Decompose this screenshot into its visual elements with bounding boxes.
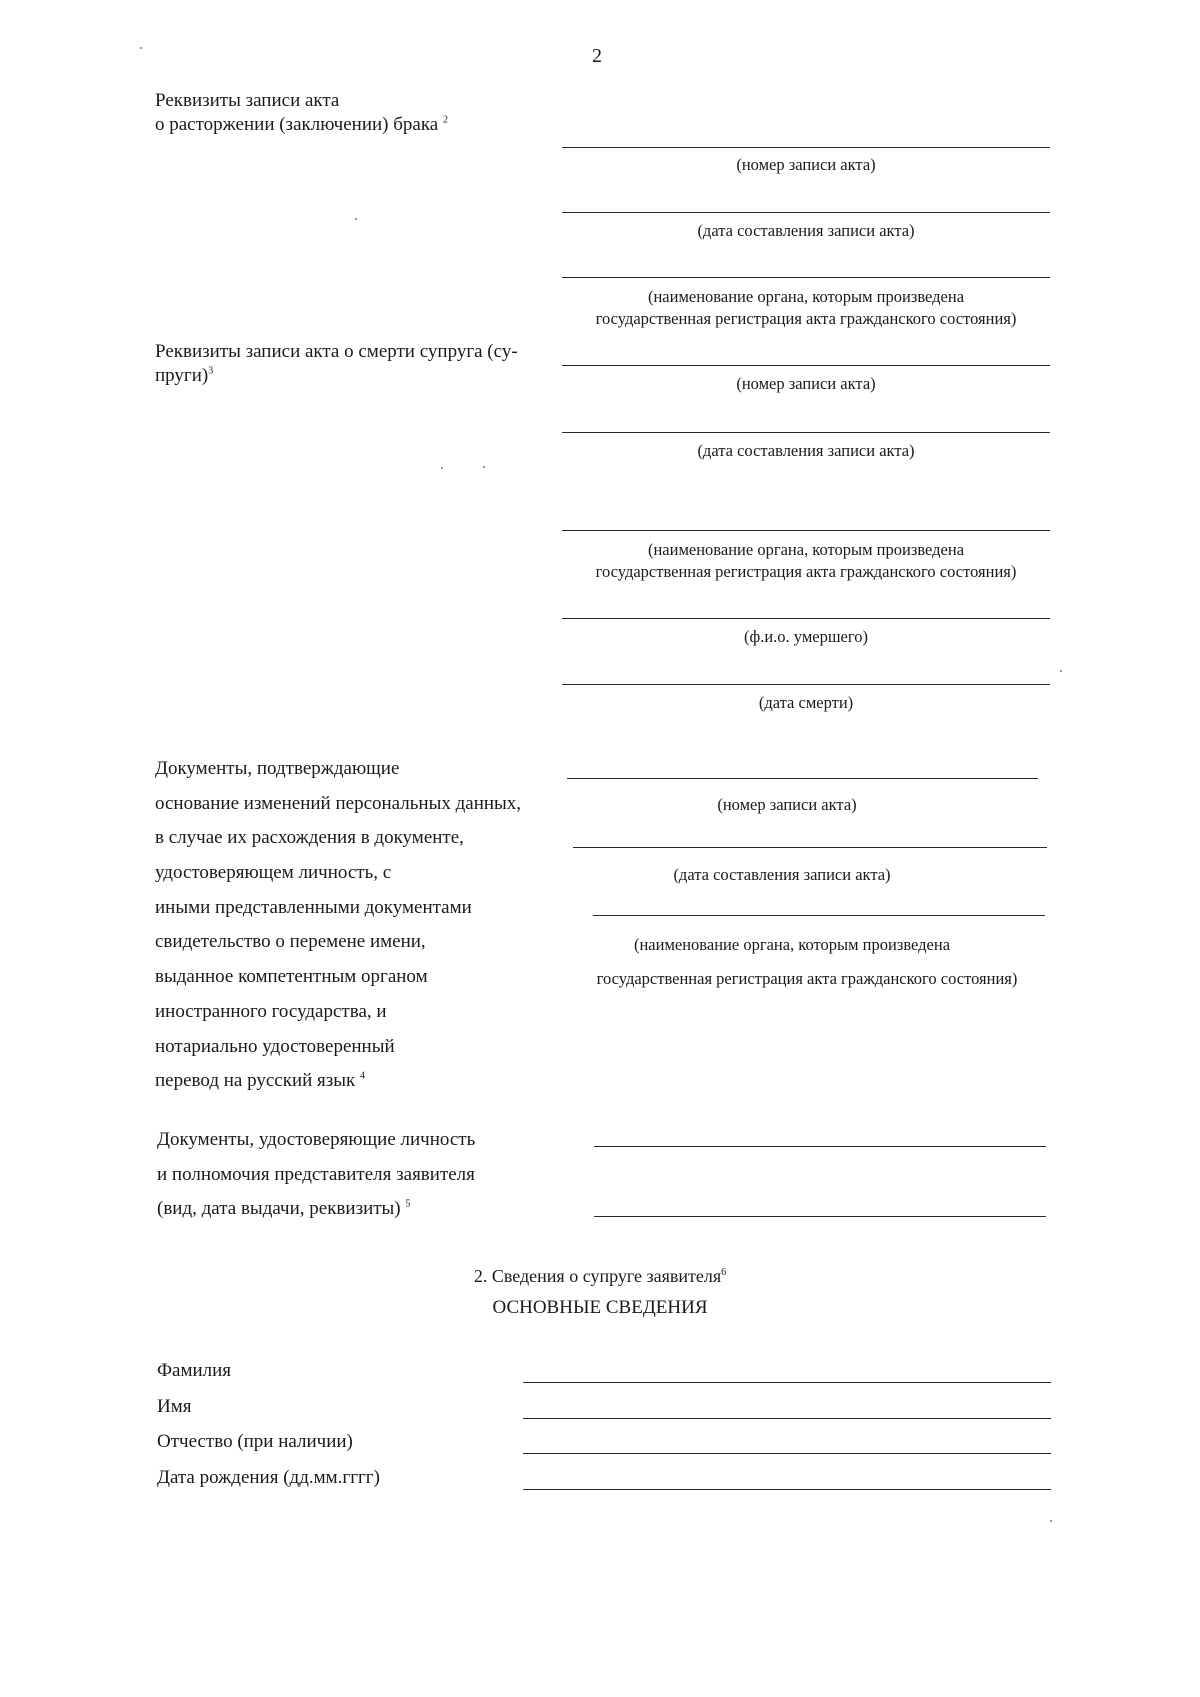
change-documents-line-7: выданное компетентным органом [155, 966, 428, 988]
change-documents-line-9: нотариально удостоверенный [155, 1035, 395, 1057]
surname-label: Фамилия [157, 1360, 232, 1381]
birth-date-label: Дата рождения (дд.мм.гггг) [157, 1467, 380, 1489]
scan-speck [441, 467, 443, 469]
first-name-input-line[interactable] [523, 1418, 1051, 1419]
representative-documents-line-3-text: (вид, дата выдачи, реквизиты) [157, 1198, 401, 1220]
footnote-ref-2: 2 [442, 114, 448, 126]
section-2-heading [0, 1264, 1200, 1288]
change-documents-line-6: свидетельство о перемене имени, [155, 931, 426, 953]
deceased-name-caption: (ф.и.о. умершего) [744, 627, 868, 646]
page-number: 2 [592, 45, 602, 67]
change-documents-line-4: удостоверяющем личность, с [155, 862, 392, 884]
divorce-record-number-line[interactable] [562, 147, 1050, 148]
section-2-heading-text: 2. Сведения о супруге заявителя [473, 1266, 722, 1286]
scan-speck [483, 466, 485, 468]
divorce-record-number-caption: (номер записи акта) [736, 155, 876, 174]
patronymic-label: Отчество (при наличии) [157, 1431, 353, 1453]
death-record-authority-line[interactable] [562, 530, 1050, 531]
divorce-record-label-line2 [155, 113, 448, 137]
change-documents-line-3: в случае их расхождения в документе, [155, 827, 464, 849]
scan-speck [1060, 670, 1062, 672]
representative-documents-line-2: и полномочия представителя заявителя [157, 1163, 475, 1185]
change-documents-line-8: иностранного государства, и [155, 1000, 387, 1022]
footnote-ref-3: 3 [208, 365, 214, 377]
footnote-ref-6: 6 [721, 1267, 727, 1278]
change-doc-number-line[interactable] [567, 778, 1038, 779]
representative-documents-line-1: Документы, удостоверяющие личность [157, 1129, 476, 1150]
death-record-number-line[interactable] [562, 365, 1050, 366]
death-record-date-line[interactable] [562, 432, 1050, 433]
scan-speck [140, 47, 142, 49]
death-record-label-text: пруги) [155, 365, 209, 386]
divorce-record-authority-caption-2: государственная регистрация акта гражданского состояния) [595, 309, 1017, 328]
divorce-record-date-caption: (дата составления записи акта) [697, 221, 915, 240]
divorce-record-label [155, 89, 448, 137]
divorce-record-authority-line[interactable] [562, 277, 1050, 278]
death-record-label-line1: Реквизиты записи акта о смерти супруга (су- [155, 341, 518, 362]
change-doc-number-caption: (номер записи акта) [717, 795, 857, 814]
change-doc-date-caption: (дата составления записи акта) [673, 865, 891, 884]
representative-documents-label [157, 1123, 475, 1227]
change-documents-line-2: основание изменений персональных данных, [155, 792, 522, 814]
death-record-label-line2 [155, 364, 518, 388]
surname-input-line[interactable] [523, 1382, 1051, 1383]
change-doc-authority-caption-1: (наименование органа, которым произведена [633, 935, 951, 954]
footnote-ref-5: 5 [405, 1199, 411, 1211]
death-record-authority-caption-2: государственная регистрация акта гражданского состояния) [595, 562, 1017, 581]
first-name-label: Имя [157, 1395, 192, 1417]
patronymic-input-line[interactable] [523, 1453, 1051, 1454]
death-record-number-caption: (номер записи акта) [736, 374, 876, 393]
basic-info-heading: ОСНОВНЫЕ СВЕДЕНИЯ [492, 1297, 708, 1318]
birth-date-input-line[interactable] [523, 1489, 1051, 1490]
change-documents-line-10-text: перевод на русский язык [155, 1070, 356, 1092]
change-doc-date-line[interactable] [573, 847, 1047, 848]
deceased-name-line[interactable] [562, 618, 1050, 619]
divorce-record-label-text: о расторжении (заключении) брака [155, 114, 439, 135]
representative-doc-line-1[interactable] [594, 1146, 1046, 1147]
death-record-date-caption: (дата составления записи акта) [697, 441, 915, 460]
change-documents-line-1: Документы, подтверждающие [155, 758, 400, 779]
change-documents-label [155, 752, 521, 1099]
death-date-caption: (дата смерти) [758, 693, 854, 712]
spouse-fields-labels [157, 1353, 380, 1496]
scan-speck [355, 218, 357, 220]
divorce-record-date-line[interactable] [562, 212, 1050, 213]
change-documents-line-10 [155, 1064, 521, 1099]
death-record-label [155, 340, 518, 388]
change-documents-line-5: иными представленными документами [155, 896, 472, 918]
representative-doc-line-2[interactable] [594, 1216, 1046, 1217]
change-doc-authority-caption-2: государственная регистрация акта гражданского состояния) [596, 969, 1018, 988]
death-date-line[interactable] [562, 684, 1050, 685]
footnote-ref-4: 4 [360, 1070, 366, 1082]
change-doc-authority-line[interactable] [593, 915, 1045, 916]
representative-documents-line-3 [157, 1192, 475, 1227]
death-record-authority-caption-1: (наименование органа, которым произведена [647, 540, 965, 559]
divorce-record-label-line1: Реквизиты записи акта [155, 90, 340, 111]
divorce-record-authority-caption-1: (наименование органа, которым произведена [647, 287, 965, 306]
scan-speck [1050, 1520, 1052, 1522]
